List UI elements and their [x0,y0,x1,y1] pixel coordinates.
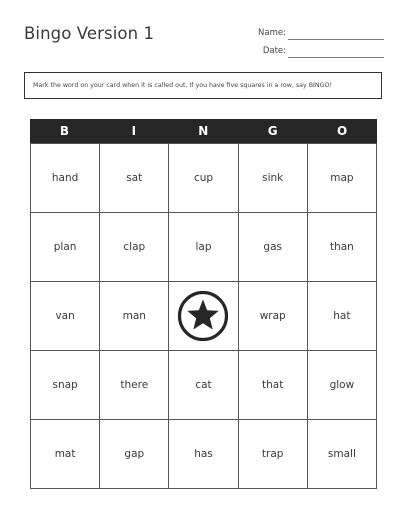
bingo-cell[interactable]: there [100,351,169,420]
bingo-cell[interactable]: glow [308,351,377,420]
bingo-header-row [30,119,377,143]
bingo-cell[interactable]: hat [308,282,377,351]
header-i: I [131,124,137,138]
instructions-text: Mark the word on your card when it is called out. If you have five squares in a row, say BINGO! [33,82,332,89]
bingo-cell[interactable]: gas [239,213,308,282]
worksheet-title: Bingo Version 1 [24,24,155,43]
bingo-cell[interactable]: cat [169,351,238,420]
date-line [288,57,384,58]
name-field[interactable] [230,26,384,40]
bingo-cell[interactable]: mat [31,420,100,489]
date-label: Date: [262,46,286,56]
name-line [288,39,384,40]
bingo-cell[interactable]: wrap [239,282,308,351]
bingo-cell[interactable]: hand [31,144,100,213]
bingo-cell[interactable]: map [308,144,377,213]
bingo-cell[interactable]: small [308,420,377,489]
bingo-cell[interactable]: van [31,282,100,351]
header-o: O [336,124,348,138]
bingo-grid [30,143,377,489]
free-space-cell[interactable] [169,282,238,351]
bingo-cell[interactable]: gap [100,420,169,489]
bingo-cell[interactable]: that [239,351,308,420]
bingo-cell[interactable]: plan [31,213,100,282]
name-label: Name: [258,28,286,38]
star-icon [177,290,229,342]
bingo-cell[interactable]: cup [169,144,238,213]
bingo-cell[interactable]: sat [100,144,169,213]
bingo-cell[interactable]: snap [31,351,100,420]
instructions-box [24,72,382,99]
header-b: B [59,124,70,138]
bingo-cell[interactable]: than [308,213,377,282]
header-n: N [198,124,209,138]
bingo-cell[interactable]: clap [100,213,169,282]
bingo-board [30,119,377,489]
header-g: G [267,124,279,138]
date-field[interactable] [230,44,384,58]
bingo-cell[interactable]: sink [239,144,308,213]
bingo-cell[interactable]: man [100,282,169,351]
bingo-cell[interactable]: has [169,420,238,489]
bingo-cell[interactable]: trap [239,420,308,489]
bingo-cell[interactable]: lap [169,213,238,282]
